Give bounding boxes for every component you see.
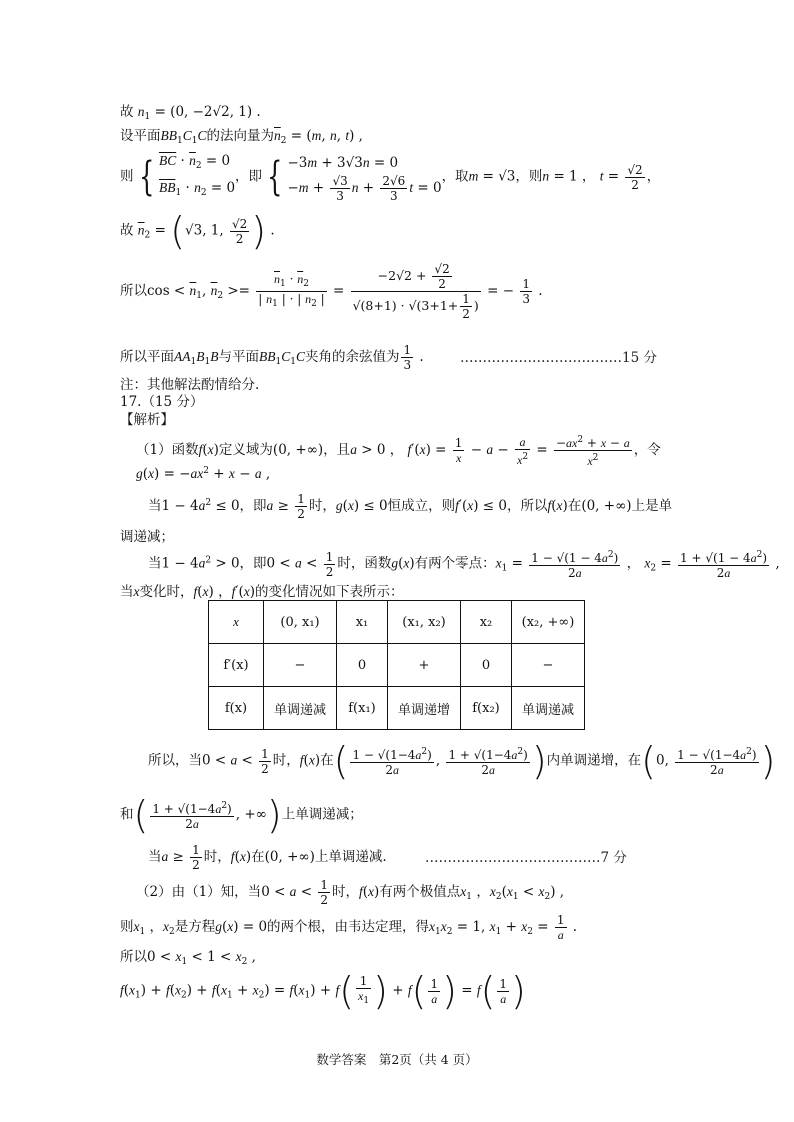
table-cell: x xyxy=(209,601,264,644)
table-cell: 单调递增 xyxy=(388,687,461,730)
table-cell: − xyxy=(512,644,585,687)
table-cell: f(x) xyxy=(209,687,264,730)
part2-line4: $f(x_1) + f(x_2) + f(x_1 + x_2) = f(x_1) + f$( $\frac{1}{x_1}$ ) + f( $\frac{1}{a}$ ) = f( $\frac{1}{a}$ ) xyxy=(120,969,526,1013)
part2-line2: 则$x_1$ ，$x_2$是方程g(x) = 0的两个根，由韦达定理，得$x_1x_2 = 1$, $x_1 + x_2$ = $\frac{1}{a}$ . xyxy=(120,913,578,942)
table-cell: 0 xyxy=(337,644,388,687)
table-row xyxy=(209,687,585,730)
table-cell: 单调递减 xyxy=(512,687,585,730)
g-definition: $g(x) = -ax^2 + x - a$ , xyxy=(136,466,271,482)
line-conclusion: 所以平面$AA_1B_1B$与平面$BB_1C_1C$夹角的余弦值为 $\frac{1}{3}$ . xyxy=(120,343,424,372)
part1-line1: （1）函数f(x)定义域为(0, +∞)，且a > 0 ， f′(x) = $\frac{1}{x}$ − a − $\frac{a}{x^2}$ = $\frac{-ax^2 + x - a}{x^2}$ ，令 xyxy=(136,434,661,468)
note: 注：其他解法酌情给分. xyxy=(120,377,260,393)
table-row xyxy=(209,644,585,687)
table-cell: 单调递减 xyxy=(264,687,337,730)
table-cell: (0, x₁) xyxy=(264,601,337,644)
monotone-line2: 和( $\frac{1 + √(1-4a^2)}{2a}$ , +∞)上单调递减； xyxy=(120,793,363,837)
line-normal-n1: 故 $n_1 = (0$, −2√2, 1) . xyxy=(120,104,261,122)
variation-table xyxy=(208,600,585,730)
question-17: 17.（15 分） xyxy=(120,394,204,410)
table-cell: + xyxy=(388,644,461,687)
part2-line1: （2）由（1）知，当0 < a < $\frac{1}{2}$ 时，f(x)有两个极值点$x_1$ ，$x_2(x_1 < x_2)$ , xyxy=(136,878,565,907)
monotone-line3: 当a ≥ $\frac{1}{2}$ 时，f(x)在(0, +∞)上单调递减. xyxy=(148,843,387,872)
table-cell: f′(x) xyxy=(209,644,264,687)
table-cell: − xyxy=(264,644,337,687)
part2-line3: 所以$0 < x_1 < 1 < x_2$ , xyxy=(120,949,256,967)
case1-cont: 调递减； xyxy=(120,529,174,545)
page-footer: 数学答案 第2页（共 4 页） xyxy=(316,1052,478,1067)
table-cell: f(x₁) xyxy=(337,687,388,730)
score-dots: …………………………………7 分 xyxy=(425,850,627,866)
line-system: 则 { $\overline{BC} \cdot \overline{n}_2 = 0$ $\overline{BB}_1 \cdot n_2 = 0$ ，即 { −3m + 3√3n = 0 −m + $\frac{√3}{3}$ n + $\frac{2√6}{3}$ t = 0 ，取m = √3，则n = 1 ， t = $\frac{√2}{2}$ ， xyxy=(120,153,661,203)
line-n2-result: 故 $\overline{n}_2 = (√3$, 1, $\frac{√2}{2}$ ) . xyxy=(120,209,275,253)
table-cell: (x₁, x₂) xyxy=(388,601,461,644)
score-dots: ………………………………15 分 xyxy=(460,350,657,366)
analysis-label: 【解析】 xyxy=(120,412,174,428)
line-plane-normal: 设平面$BB_1C_1C$的法向量为$\overline{n}_2 = (m$, n, t) , xyxy=(120,128,363,146)
line-cosine: 所以$\cos < \overline{n}_1$, $\overline{n}_2$ >= $\frac{\overline{n}_1 \cdot \overline{n}_2}{| \overline{n}_1 | \cdot | \overline{n}_2 |}$ = −2√2 + $\frac{√2}{2}$ √(8+1) · √(3+1+ $\frac{1}{2}$ ) = − $\frac{1}{3}$ . xyxy=(120,262,543,321)
table-intro: 当x变化时，f(x) ，f′(x)的变化情况如下表所示： xyxy=(120,584,404,600)
case1-line: 当$1 - 4a^2 \le 0$，即a ≥ $\frac{1}{2}$ 时，g(x) ≤ 0恒成立，则f′(x) ≤ 0，所以f(x)在(0, +∞)上是单 xyxy=(148,492,673,521)
table-cell: x₁ xyxy=(337,601,388,644)
case2-line: 当$1 - 4a^2 > 0$，即0 < a < $\frac{1}{2}$ 时，函数g(x)有两个零点：$x_1$ = $\frac{1 - √(1 - 4a^2)}{2a}$ ， $x_2$ = $\frac{1 + √(1 - 4a^2)}{2a}$ , xyxy=(148,549,780,580)
monotone-line1: 所以，当0 < a < $\frac{1}{2}$ 时，f(x)在( $\frac{1 - √(1-4a^2)}{2a}$ , $\frac{1 + √(1-4a^2)}{2a}$ )内单调递增，在(0, $\frac{1 - √(1-4a^2)}{2a}$ ) xyxy=(148,739,776,783)
table-row xyxy=(209,601,585,644)
table-cell: (x₂, +∞) xyxy=(512,601,585,644)
table-cell: 0 xyxy=(461,644,512,687)
table-cell: x₂ xyxy=(461,601,512,644)
table-cell: f(x₂) xyxy=(461,687,512,730)
